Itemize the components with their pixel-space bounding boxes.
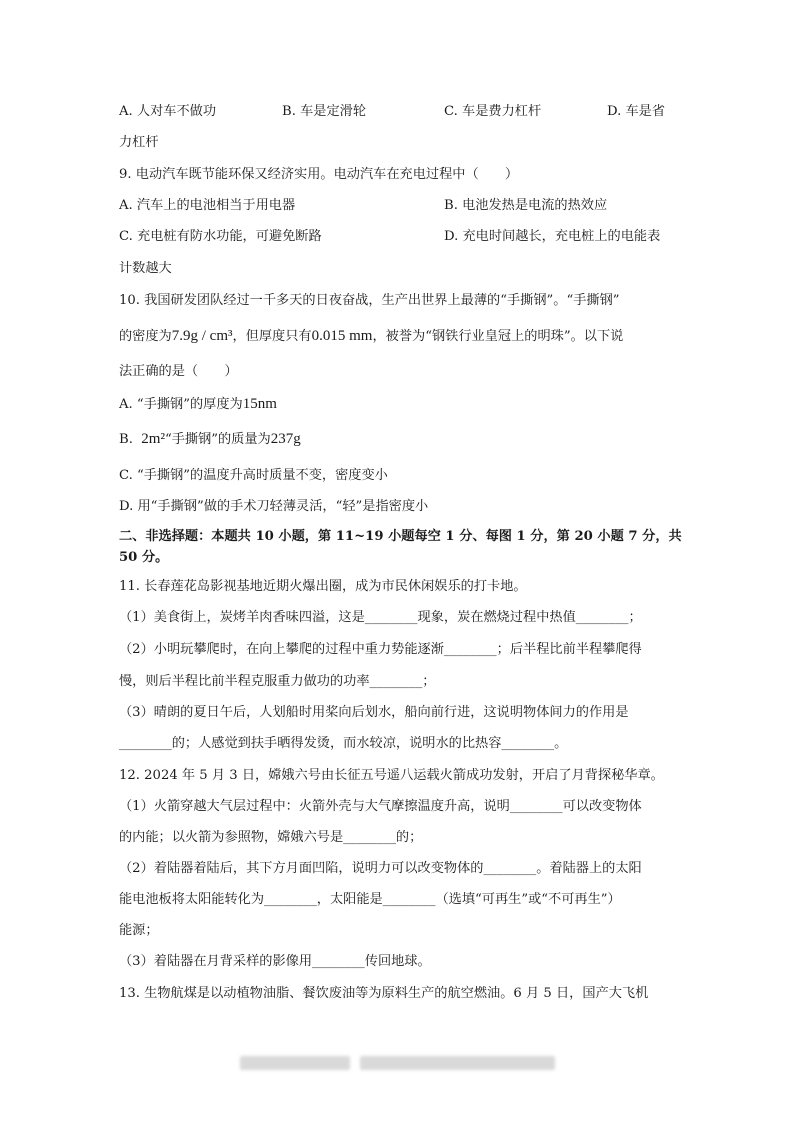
q10-option-d: D. 用“手撕钢”做的手术刀轻薄灵活，“轻”是指密度小 (119, 499, 429, 514)
q9-option-a: A. 汽车上的电池相当于用电器 (119, 198, 296, 213)
q12-part3: （3）着陆器在月背采样的影像用________传回地球。 (119, 954, 431, 969)
q10-option-b-label: B. (119, 432, 133, 447)
q10-stem-text-c: ，被誉为“钢铁行业皇冠上的明珠”。以下说 (372, 329, 624, 344)
q9-option-d: D. 充电时间越长，充电桩上的电能表 (444, 229, 661, 244)
section2-heading-line1: 二、非选择题：本题共 10 小题，第 11~19 小题每空 1 分、每图 1 分，第 20 小题 7 分，共 (119, 529, 682, 544)
q10-option-b-text: “手撕钢”的质量为 (164, 432, 271, 447)
q10-option-a-value: 15nm (242, 396, 277, 412)
q10-stem-line3: 法正确的是（ ） (119, 364, 238, 379)
q10-option-a-text: A. “手撕钢”的厚度为 (119, 397, 243, 412)
q9-stem: 9. 电动汽车既节能环保又经济实用。电动汽车在充电过程中（ ） (119, 167, 519, 182)
q13-stem: 13. 生物航煤是以动植物油脂、餐饮废油等为原料生产的航空燃油。6 月 5 日，国产大飞机 (119, 986, 649, 1001)
q12-stem: 12. 2024 年 5 月 3 日，嫦娥六号由长征五号遥八运载火箭成功发射，开启了月背探秘华章。 (119, 768, 664, 783)
q9-option-b: B. 电池发热是电流的热效应 (444, 198, 608, 213)
q10-stem-line2 (119, 327, 623, 346)
q11-part2-line2: 慢，则后半程比前半程克服重力做功的功率________； (119, 674, 436, 689)
q9-option-d-continued: 计数越大 (119, 261, 172, 276)
q11-part1: （1）美食街上，炭烤羊肉香味四溢，这是________现象，炭在燃烧过程中热值________； (119, 610, 642, 625)
q10-stem-text-b: ，但厚度只有 (232, 329, 312, 344)
q10-option-c: C. “手撕钢”的温度升高时质量不变，密度变小 (119, 468, 388, 483)
q12-part1-line2: 的内能；以火箭为参照物，嫦娥六号是________的； (119, 830, 423, 845)
q9-option-c: C. 充电桩有防水功能，可避免断路 (119, 229, 322, 244)
q11-part3-line1: （3）晴朗的夏日午后，人划船时用桨向后划水，船向前行进，这说明物体间力的作用是 (119, 705, 629, 720)
q8-option-a: A. 人对车不做功 (119, 104, 217, 119)
q8-option-c: C. 车是费力杠杆 (444, 104, 542, 119)
q10-stem-text-a: 的密度为 (119, 329, 172, 344)
q11-part2-line1: （2）小明玩攀爬时，在向上攀爬的过程中重力势能逐渐________；后半程比前半程攀爬得 (119, 642, 642, 657)
footer-watermark-right (360, 1056, 555, 1070)
q12-part2-line1: （2）着陆器着陆后，其下方月面凹陷，说明力可以改变物体的________。着陆器上的太阳 (119, 861, 642, 876)
q12-part2-line3: 能源； (119, 923, 159, 938)
q10-option-b-area: 2m² (141, 431, 165, 447)
q12-part1-line1: （1）火箭穿越大气层过程中：火箭外壳与大气摩擦温度升高，说明________可以改变物体 (119, 799, 642, 814)
section2-heading-line2: 50 分。 (119, 550, 169, 565)
q11-part3-line2: ________的；人感觉到扶手晒得发烫，而水较凉，说明水的比热容________。 (119, 736, 568, 751)
q10-thickness-value: 0.015 mm (311, 328, 373, 344)
q8-option-d-continued: 力杠杆 (119, 135, 159, 150)
q11-stem: 11. 长春莲花岛影视基地近期火爆出圈，成为市民休闲娱乐的打卡地。 (119, 579, 527, 594)
q10-density-value: 7.9g / cm³ (171, 328, 233, 344)
footer-watermark-left (240, 1056, 350, 1070)
q12-part2-line2: 能电池板将太阳能转化为________，太阳能是________（选填“可再生”或“不可再生”） (119, 892, 621, 907)
q10-option-b (119, 430, 301, 449)
q10-stem-line1: 10. 我国研发团队经过一千多天的日夜奋战，生产出世界上最薄的“手撕钢”。“手撕钢” (119, 293, 620, 308)
q8-option-d: D. 车是省 (607, 104, 666, 119)
q10-option-a (119, 395, 277, 414)
q10-option-b-value: 237g (270, 431, 301, 447)
q8-option-b: B. 车是定滑轮 (282, 104, 367, 119)
